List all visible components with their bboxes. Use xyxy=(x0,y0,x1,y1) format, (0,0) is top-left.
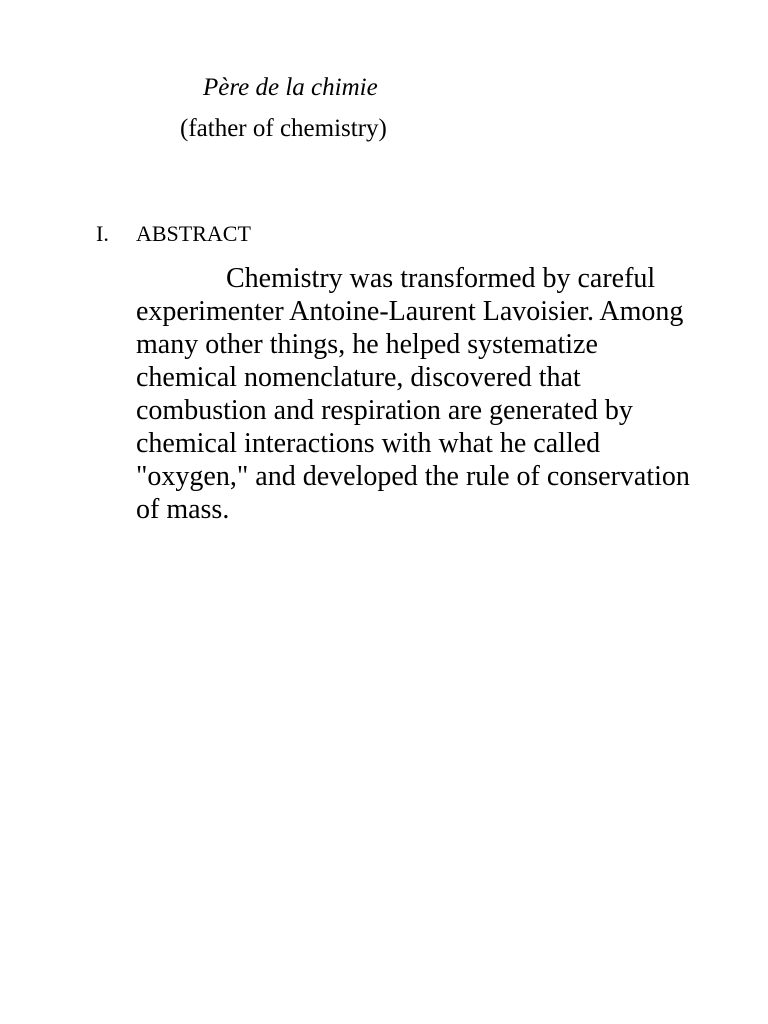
section-heading-label: ABSTRACT xyxy=(136,221,251,246)
section-heading-abstract xyxy=(96,221,251,247)
section-number: I. xyxy=(96,221,109,246)
abstract-paragraph: Chemistry was transformed by careful experimenter Antoine-Laurent Lavoisier. Among many other things, he helped systematize chemical nomenclature, discovered that combustion and respiration are generated by chemical interactions with what he called "oxygen," and developed the rule of conservation of mass. xyxy=(136,263,690,525)
document-title-french: Père de la chimie xyxy=(203,74,378,101)
document-title-english: (father of chemistry) xyxy=(180,115,387,142)
